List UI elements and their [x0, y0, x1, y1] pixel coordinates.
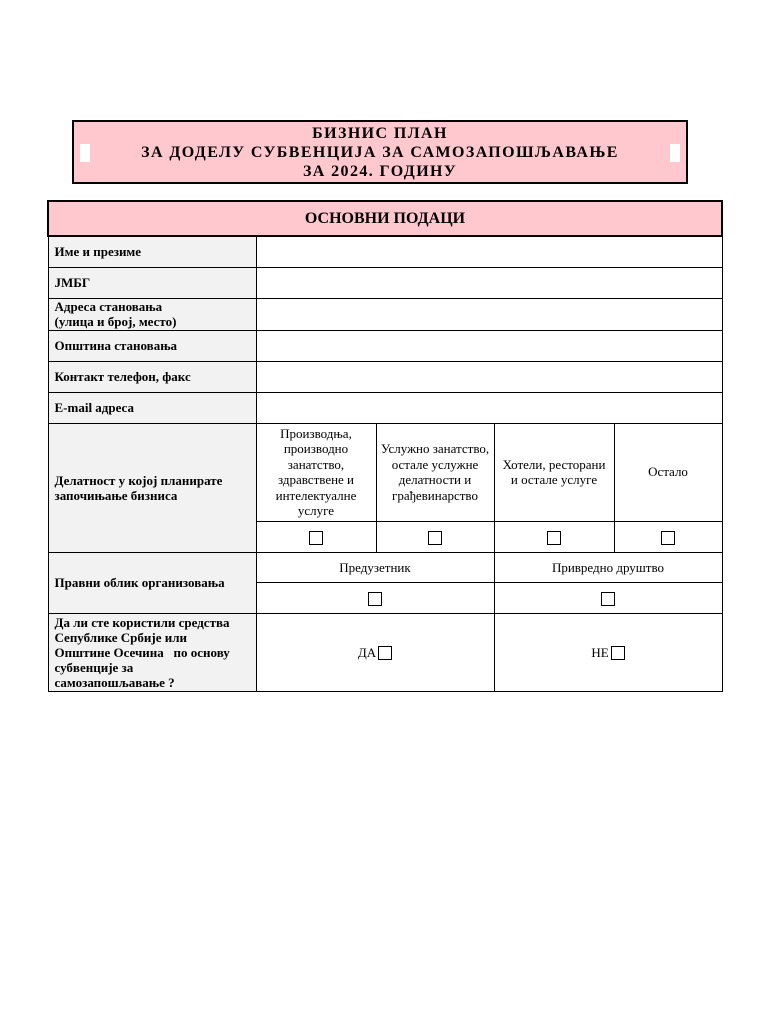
activity-checkbox-cell-services [376, 521, 494, 552]
address-label-line-1: Адреса становања [54, 299, 163, 314]
legal-form-option-company: Привредно друштво [494, 552, 722, 582]
phone-row [48, 361, 722, 392]
activity-checkbox-cell-production [256, 521, 376, 552]
municipality-field[interactable] [256, 330, 722, 361]
document-title-box [72, 120, 688, 184]
activity-services-checkbox[interactable] [428, 531, 442, 545]
activity-option-label: Остало [648, 464, 688, 480]
municipality-row [48, 330, 722, 361]
title-line-3: ЗА 2024. ГОДИНУ [302, 163, 458, 180]
basic-data-form [47, 200, 721, 692]
document-title [74, 124, 686, 181]
company-checkbox[interactable] [601, 592, 615, 606]
title-line-1: БИЗНИС ПЛАН [312, 125, 448, 142]
name-row [48, 236, 722, 267]
activity-option-hotels [494, 423, 614, 521]
legal-form-label: Правни облик организовања [48, 552, 256, 613]
prior-subsidy-yes-cell [256, 613, 494, 691]
section-header-row [48, 201, 722, 236]
activity-option-services [376, 423, 494, 521]
activity-hotels-checkbox[interactable] [547, 531, 561, 545]
address-row [48, 298, 722, 330]
activity-option-label: Хотели, ресторани и остале услуге [502, 456, 606, 487]
legal-form-checkbox-cell-entrepreneur [256, 582, 494, 613]
prior-subsidy-line-2: Сепублике Србије или [54, 629, 188, 645]
address-label [48, 298, 256, 330]
name-label: Име и презиме [48, 236, 256, 267]
activity-options-row [48, 423, 722, 521]
entrepreneur-checkbox[interactable] [368, 592, 382, 606]
email-row [48, 392, 722, 423]
email-field[interactable] [256, 392, 722, 423]
municipality-label: Општина становања [48, 330, 256, 361]
activity-other-checkbox[interactable] [661, 531, 675, 545]
email-label: E-mail адреса [48, 392, 256, 423]
prior-subsidy-line-5: самозапошљавање ? [54, 674, 175, 690]
no-checkbox[interactable] [611, 646, 625, 660]
basic-data-table [47, 200, 723, 692]
activity-label-line-1: Делатност у којој планирате [54, 472, 223, 488]
legal-form-option-entrepreneur: Предузетник [256, 552, 494, 582]
activity-checkbox-cell-hotels [494, 521, 614, 552]
prior-subsidy-question [48, 613, 256, 691]
section-title: ОСНОВНИ ПОДАЦИ [48, 201, 722, 236]
prior-subsidy-row [48, 613, 722, 691]
jmbg-row [48, 267, 722, 298]
address-field[interactable] [256, 298, 722, 330]
prior-subsidy-line-4: субвенције за [54, 659, 134, 675]
jmbg-field[interactable] [256, 267, 722, 298]
yes-checkbox[interactable] [378, 646, 392, 660]
prior-subsidy-no-cell [494, 613, 722, 691]
activity-label-line-2: започињање бизниса [54, 487, 178, 503]
yes-label: ДА [357, 645, 377, 661]
activity-production-checkbox[interactable] [309, 531, 323, 545]
jmbg-label: ЈМБГ [48, 267, 256, 298]
prior-subsidy-line-3: Општине Осечина по основу [54, 644, 230, 660]
activity-option-production [256, 423, 376, 521]
name-field[interactable] [256, 236, 722, 267]
activity-option-label: Услужно занатство, остале услужне делатности и грађевинарство [380, 441, 490, 503]
no-label: НЕ [591, 645, 609, 661]
activity-option-other [614, 423, 722, 521]
prior-subsidy-line-1: Да ли сте користили средства [54, 614, 230, 630]
address-label-line-2: (улица и број, место) [54, 314, 177, 329]
activity-label [48, 423, 256, 552]
legal-form-options-row [48, 552, 722, 582]
legal-form-checkbox-cell-company [494, 582, 722, 613]
activity-option-label: Производња, производно занатство, здравствене и интелектуалне услуге [275, 425, 357, 518]
title-line-2: ЗА ДОДЕЛУ СУБВЕНЦИЈА ЗА САМОЗАПОШЉАВАЊЕ [141, 144, 619, 161]
activity-checkbox-cell-other [614, 521, 722, 552]
phone-field[interactable] [256, 361, 722, 392]
phone-label: Контакт телефон, факс [48, 361, 256, 392]
